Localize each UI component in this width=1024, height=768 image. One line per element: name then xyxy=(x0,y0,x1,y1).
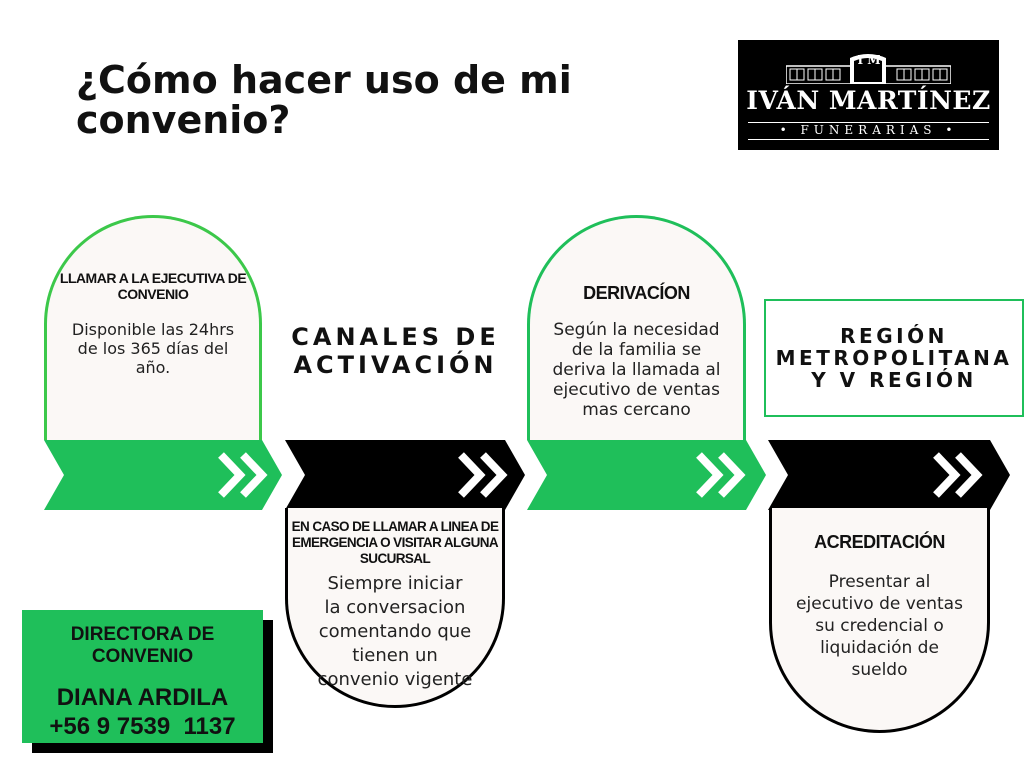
step-heading: DERIVACÍON xyxy=(583,283,690,303)
arrow-segment-1 xyxy=(44,440,282,510)
logo-monogram: I M xyxy=(857,53,881,67)
step-card-acreditacion xyxy=(769,508,990,733)
step-heading: EN CASO DE LLAMAR A LINEA DE EMERGENCIA O VISITAR ALGUNA SUCURSAL xyxy=(291,519,499,566)
logo-name: IVÁN MARTÍNEZ xyxy=(746,86,991,115)
step-description: Siempre iniciar la conversacion comentando que tienen un convenio vigente xyxy=(317,573,473,690)
director-role: DIRECTORA DE CONVENIO xyxy=(70,624,215,667)
director-phone[interactable]: +56 9 7539 1137 xyxy=(49,713,236,740)
process-arrow-band xyxy=(0,440,1024,510)
step-card-llamar xyxy=(44,215,262,440)
step-heading: ACREDITACIÓN xyxy=(814,532,945,552)
step-description: Según la necesidad de la familia se deriva la llamada al ejecutivo de ventas mas cercano xyxy=(552,320,721,420)
director-name: DIANA ARDILA xyxy=(56,684,229,711)
logo-subtitle: • FUNERARIAS • xyxy=(748,122,989,140)
arrow-segment-2 xyxy=(285,440,525,510)
arrow-segment-3 xyxy=(527,440,766,510)
director-card xyxy=(22,610,263,743)
canales-label: CANALES DE ACTIVACIÓN xyxy=(291,323,500,379)
step-description: Presentar al ejecutivo de ventas su credencial o liquidación de sueldo xyxy=(796,572,963,680)
step-card-derivacion xyxy=(527,215,746,440)
region-box xyxy=(764,299,1024,417)
step-heading: LLAMAR A LA EJECUTIVA DE CONVENIO xyxy=(59,270,247,302)
company-logo xyxy=(738,40,999,150)
region-label: REGIÓN METROPOLITANA Y V REGIÓN xyxy=(775,324,1013,392)
step-card-emergencia xyxy=(285,508,505,708)
page-title: ¿Cómo hacer uso de mi convenio? xyxy=(76,58,572,142)
step-description: Disponible las 24hrs de los 365 días del año. xyxy=(71,320,235,377)
